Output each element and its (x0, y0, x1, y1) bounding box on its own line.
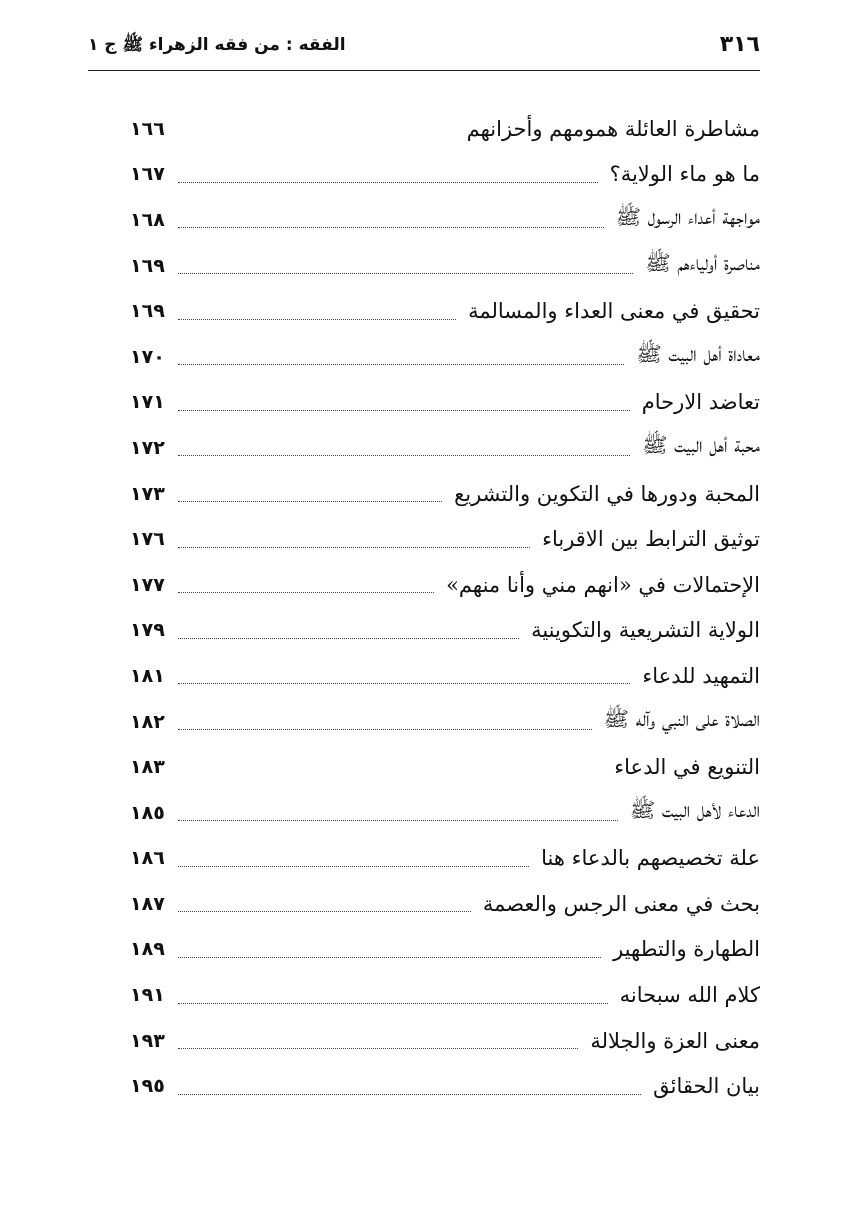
dot-leader (178, 319, 456, 320)
toc-entry-page-number: ١٨٧ (130, 892, 165, 915)
toc-entry (130, 471, 760, 517)
dot-leader (178, 911, 471, 912)
toc-entry-page-number: ١٨٩ (130, 938, 165, 961)
toc-entry-page-number: ١٧٦ (130, 528, 165, 551)
dot-leader (178, 1094, 641, 1095)
toc-entry-page-number: ١٨٣ (130, 756, 165, 779)
toc-entry (130, 653, 760, 699)
toc-entry-page-number: ١٦٧ (130, 163, 165, 186)
toc-entry-title: مشاطرة العائلة همومهم وأحزانهم (466, 116, 760, 141)
toc-entry (130, 106, 760, 152)
toc-entry (130, 836, 760, 882)
toc-entry-title: الإحتمالات في «انهم مني وأنا منهم» (446, 572, 760, 597)
toc-entry-title: مواجهة أعداء الرسول ﷺ (615, 205, 760, 230)
toc-entry-title: مناصرة أولياءهم ﷺ (645, 251, 760, 276)
toc-entry-page-number: ١٦٩ (130, 254, 165, 277)
page-number: ٣١٦ (719, 32, 760, 57)
toc-entry (130, 197, 760, 243)
toc-entry-title: توثيق الترابط بين الاقرباء (542, 527, 760, 552)
toc-entry-title: الولاية التشريعية والتكوينية (531, 618, 760, 643)
dot-leader (178, 364, 624, 365)
dot-leader (178, 820, 618, 821)
dot-leader (178, 729, 592, 730)
dot-leader (178, 957, 601, 958)
toc-entry-title: المحبة ودورها في التكوين والتشريع (454, 481, 760, 506)
toc-entry-page-number: ١٧١ (130, 391, 165, 414)
toc-entry (130, 243, 760, 289)
toc-entry (130, 881, 760, 927)
dot-leader (178, 273, 633, 274)
toc-entry-page-number: ١٧٩ (130, 619, 165, 642)
toc-entry-page-number: ١٦٦ (130, 117, 165, 140)
toc-entry-title: معنى العزة والجلالة (590, 1028, 760, 1053)
dot-leader (178, 227, 604, 228)
toc-entry (130, 699, 760, 745)
toc-entry (130, 1063, 760, 1109)
toc-entry-title: التنويع في الدعاء (614, 755, 760, 780)
dot-leader (178, 592, 434, 593)
toc-entry-title: الدعاء لأهل البيت ﷺ (629, 798, 760, 823)
toc-entry-title: ما هو ماء الولاية؟ (609, 162, 760, 187)
toc-entry (130, 425, 760, 471)
dot-leader (178, 410, 630, 411)
toc-entry (130, 927, 760, 973)
dot-leader (178, 547, 530, 548)
toc-entry-page-number: ١٩١ (130, 984, 165, 1007)
toc-entry (130, 972, 760, 1018)
dot-leader (178, 638, 519, 639)
toc-entry-page-number: ١٦٨ (130, 208, 165, 231)
toc-entry (130, 152, 760, 198)
toc-entry (130, 288, 760, 334)
toc-entry-title: بيان الحقائق (653, 1074, 760, 1099)
toc-entry (130, 562, 760, 608)
dot-leader (178, 866, 529, 867)
toc-entry-title: تعاضد الارحام (641, 390, 760, 415)
table-of-contents (130, 106, 760, 1109)
dot-leader (178, 683, 630, 684)
toc-entry (130, 608, 760, 654)
toc-entry (130, 790, 760, 836)
toc-entry-page-number: ١٧٢ (130, 436, 165, 459)
dot-leader (178, 1003, 608, 1004)
dot-leader (178, 501, 442, 502)
toc-entry (130, 380, 760, 426)
toc-entry-title: علة تخصيصهم بالدعاء هنا (541, 846, 760, 871)
dot-leader (178, 455, 630, 456)
toc-entry (130, 744, 760, 790)
toc-entry-title: تحقيق في معنى العداء والمسالمة (468, 299, 760, 324)
toc-entry (130, 516, 760, 562)
toc-entry-title: محبة أهل البيت ﷺ (642, 433, 760, 458)
toc-entry-title: الصلاة على النبي وآله ﷺ (603, 707, 760, 732)
toc-entry (130, 1018, 760, 1064)
toc-entry-page-number: ١٧٠ (130, 345, 165, 368)
toc-entry-title: كلام الله سبحانه (619, 983, 760, 1008)
toc-entry-page-number: ١٩٥ (130, 1075, 165, 1098)
toc-entry-page-number: ١٧٧ (130, 573, 165, 596)
page-header (88, 30, 760, 64)
dot-leader (178, 182, 598, 183)
running-title: الفقه : من فقه الزهراء ﷺ ج ١ (88, 35, 346, 55)
toc-entry-page-number: ١٨٢ (130, 710, 165, 733)
toc-entry-page-number: ١٨١ (130, 664, 165, 687)
toc-entry-page-number: ١٦٩ (130, 300, 165, 323)
dot-leader (178, 136, 455, 137)
toc-entry-title: التمهيد للدعاء (642, 663, 760, 688)
dot-leader (178, 1048, 578, 1049)
toc-entry-page-number: ١٩٣ (130, 1029, 165, 1052)
toc-entry-page-number: ١٧٣ (130, 482, 165, 505)
header-rule (88, 70, 760, 71)
dot-leader (178, 775, 602, 776)
toc-entry-page-number: ١٨٥ (130, 801, 165, 824)
toc-entry-title: الطهارة والتطهير (613, 937, 760, 962)
toc-entry (130, 334, 760, 380)
toc-entry-page-number: ١٨٦ (130, 847, 165, 870)
toc-entry-title: بحث في معنى الرجس والعصمة (482, 891, 760, 916)
toc-entry-title: معاداة أهل البيت ﷺ (636, 342, 760, 367)
